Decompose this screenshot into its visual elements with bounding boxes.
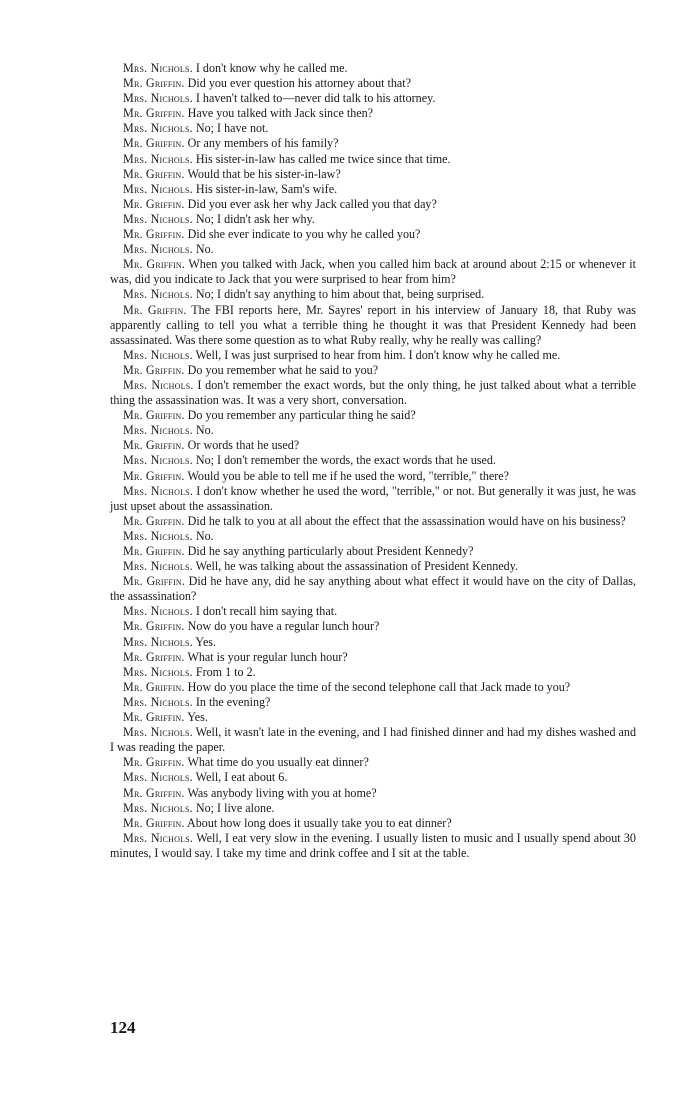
transcript-paragraph xyxy=(110,91,636,106)
speaker-label: Mrs. Nichols. xyxy=(123,347,193,362)
speaker-label: Mrs. Nichols. xyxy=(123,121,193,136)
speech-text: What is your regular lunch hour? xyxy=(187,649,348,664)
transcript-paragraph xyxy=(110,257,636,287)
speaker-label: Mr. Griffin. xyxy=(123,513,185,528)
transcript-paragraph xyxy=(110,167,636,182)
speaker-label: Mr. Griffin. xyxy=(123,106,185,121)
transcript-paragraph xyxy=(110,725,636,755)
speaker-label: Mr. Griffin. xyxy=(123,166,185,181)
speaker-label: Mr. Griffin. xyxy=(123,679,185,694)
speaker-label: Mrs. Nichols. xyxy=(123,91,193,106)
speaker-label: Mr. Griffin. xyxy=(123,574,186,589)
speaker-label: Mr. Griffin. xyxy=(123,785,185,800)
transcript-paragraph xyxy=(110,529,636,544)
speaker-label: Mrs. Nichols. xyxy=(123,181,193,196)
speech-text: No. xyxy=(195,242,214,257)
transcript-paragraph xyxy=(110,378,636,408)
speech-text: No; I live alone. xyxy=(195,800,275,815)
transcript-paragraph xyxy=(110,710,636,725)
speaker-label: Mr. Griffin. xyxy=(123,649,185,664)
transcript-paragraph xyxy=(110,61,636,76)
transcript-paragraph xyxy=(110,786,636,801)
speaker-label: Mrs. Nichols. xyxy=(123,423,193,438)
speech-text: No; I didn't say anything to him about that, being surprised. xyxy=(195,287,485,302)
speaker-label: Mrs. Nichols. xyxy=(123,725,193,740)
speaker-label: Mr. Griffin. xyxy=(123,302,187,317)
speaker-label: Mr. Griffin. xyxy=(123,136,185,151)
speaker-label: Mr. Griffin. xyxy=(123,227,185,242)
speech-text: His sister-in-law has called me twice since that time. xyxy=(195,151,451,166)
speech-text: Did he have any, did he say anything about what effect it would have on the city of Dallas, the assassination? xyxy=(110,574,636,604)
speech-text: Well, it wasn't late in the evening, and I had finished dinner and had my dishes washed and I was reading the paper. xyxy=(110,725,636,755)
speech-text: No; I didn't ask her why. xyxy=(195,211,315,226)
transcript-paragraph xyxy=(110,816,636,831)
speaker-label: Mr. Griffin. xyxy=(123,196,185,211)
speaker-label: Mrs. Nichols. xyxy=(123,483,194,498)
transcript-paragraph xyxy=(110,604,636,619)
transcript-paragraph xyxy=(110,408,636,423)
speaker-label: Mrs. Nichols. xyxy=(123,377,194,392)
transcript-paragraph xyxy=(110,635,636,650)
speech-text: Did he say anything particularly about President Kennedy? xyxy=(187,544,474,558)
speech-text: In the evening? xyxy=(195,694,271,709)
transcript-paragraph xyxy=(110,121,636,136)
speech-text: Well, I was just surprised to hear from him. I don't know why he called me. xyxy=(195,347,561,362)
transcript-paragraph xyxy=(110,76,636,91)
speaker-label: Mr. Griffin. xyxy=(123,619,185,634)
speech-text: Now do you have a regular lunch hour? xyxy=(187,619,380,634)
speech-text: Well, I eat very slow in the evening. I usually listen to music and I usually spend about 30 minutes, I would say. I take my time and drink coffee and I sit at the table. xyxy=(110,830,636,860)
speaker-label: Mr. Griffin. xyxy=(123,257,186,272)
speech-text: How do you place the time of the second telephone call that Jack made to you? xyxy=(187,679,571,694)
transcript-paragraph xyxy=(110,287,636,302)
speech-text: Well, he was talking about the assassination of President Kennedy. xyxy=(195,559,519,574)
speech-text: I don't know why he called me. xyxy=(195,61,348,75)
speech-text: Did he talk to you at all about the effect that the assassination would have on his business? xyxy=(187,513,626,528)
transcript-paragraph xyxy=(110,469,636,484)
speech-text: About how long does it usually take you to eat dinner? xyxy=(187,815,452,830)
transcript-paragraph xyxy=(110,227,636,242)
speech-text: When you talked with Jack, when you called him back at around about 2:15 or whenever it was, did you indicate to Jack that you were surprised to hear from him? xyxy=(110,257,636,287)
transcript-paragraph xyxy=(110,423,636,438)
transcript-body xyxy=(110,61,636,861)
speech-text: No. xyxy=(195,423,214,438)
speaker-label: Mrs. Nichols. xyxy=(123,830,194,845)
speaker-label: Mrs. Nichols. xyxy=(123,151,193,166)
speech-text: I haven't talked to—never did talk to his attorney. xyxy=(195,91,436,106)
transcript-paragraph xyxy=(110,182,636,197)
speaker-label: Mrs. Nichols. xyxy=(123,800,193,815)
transcript-paragraph xyxy=(110,574,636,604)
speaker-label: Mrs. Nichols. xyxy=(123,453,193,468)
speaker-label: Mr. Griffin. xyxy=(123,438,185,453)
speaker-label: Mrs. Nichols. xyxy=(123,211,193,226)
transcript-paragraph xyxy=(110,831,636,861)
transcript-paragraph xyxy=(110,619,636,634)
transcript-paragraph xyxy=(110,514,636,529)
transcript-paragraph xyxy=(110,242,636,257)
transcript-paragraph xyxy=(110,544,636,559)
speech-text: What time do you usually eat dinner? xyxy=(187,755,369,770)
transcript-paragraph xyxy=(110,438,636,453)
speech-text: I don't know whether he used the word, "terrible," or not. But generally it was just, he was just upset about the assassination. xyxy=(110,483,636,513)
speaker-label: Mr. Griffin. xyxy=(123,815,185,830)
speaker-label: Mr. Griffin. xyxy=(123,468,185,483)
speaker-label: Mr. Griffin. xyxy=(123,362,185,377)
page-number: 124 xyxy=(110,1018,136,1037)
speech-text: Did you ever question his attorney about that? xyxy=(187,76,412,91)
transcript-paragraph xyxy=(110,484,636,514)
speaker-label: Mrs. Nichols. xyxy=(123,559,193,574)
transcript-paragraph xyxy=(110,363,636,378)
transcript-paragraph xyxy=(110,303,636,348)
speech-text: No; I have not. xyxy=(195,121,269,136)
speaker-label: Mrs. Nichols. xyxy=(123,528,193,543)
speech-text: No. xyxy=(195,528,214,543)
transcript-paragraph xyxy=(110,559,636,574)
speaker-label: Mrs. Nichols. xyxy=(123,770,193,785)
speaker-label: Mrs. Nichols. xyxy=(123,634,193,649)
speaker-label: Mrs. Nichols. xyxy=(123,604,193,619)
transcript-paragraph xyxy=(110,770,636,785)
speaker-label: Mrs. Nichols. xyxy=(123,287,193,302)
speech-text: Did you ever ask her why Jack called you that day? xyxy=(187,196,437,211)
speech-text: Well, I eat about 6. xyxy=(195,770,288,785)
speaker-label: Mrs. Nichols. xyxy=(123,61,193,75)
speaker-label: Mr. Griffin. xyxy=(123,755,185,770)
speaker-label: Mrs. Nichols. xyxy=(123,664,193,679)
speech-text: Did she ever indicate to you why he called you? xyxy=(187,227,421,242)
speech-text: Have you talked with Jack since then? xyxy=(187,106,374,121)
speech-text: No; I don't remember the words, the exact words that he used. xyxy=(195,453,496,468)
transcript-paragraph xyxy=(110,695,636,710)
transcript-paragraph xyxy=(110,152,636,167)
speech-text: I don't remember the exact words, but the only thing, he just talked about what a terrible thing the assassination was. It was a very short, conversation. xyxy=(110,377,637,408)
speech-text: Was anybody living with you at home? xyxy=(187,785,377,800)
transcript-paragraph xyxy=(110,680,636,695)
transcript-paragraph xyxy=(110,212,636,227)
speaker-label: Mr. Griffin. xyxy=(123,544,185,558)
speech-text: Or any members of his family? xyxy=(187,136,339,151)
transcript-paragraph xyxy=(110,197,636,212)
transcript-paragraph xyxy=(110,106,636,121)
speech-text: Or words that he used? xyxy=(187,438,300,453)
speech-text: I don't recall him saying that. xyxy=(195,604,338,619)
transcript-paragraph xyxy=(110,650,636,665)
transcript-paragraph xyxy=(110,665,636,680)
transcript-paragraph xyxy=(110,453,636,468)
speaker-label: Mrs. Nichols. xyxy=(123,242,193,257)
transcript-paragraph xyxy=(110,136,636,151)
speaker-label: Mr. Griffin. xyxy=(123,408,185,423)
transcript-paragraph xyxy=(110,348,636,363)
speaker-label: Mr. Griffin. xyxy=(123,710,185,725)
transcript-paragraph xyxy=(110,801,636,816)
speaker-label: Mr. Griffin. xyxy=(123,76,185,91)
speech-text: Would you be able to tell me if he used the word, "terrible," there? xyxy=(187,468,510,483)
speech-text: Yes. xyxy=(195,634,217,649)
speaker-label: Mrs. Nichols. xyxy=(123,694,193,709)
speech-text: Do you remember what he said to you? xyxy=(187,362,379,377)
speech-text: Would that be his sister-in-law? xyxy=(187,166,341,181)
transcript-paragraph xyxy=(110,755,636,770)
speech-text: Do you remember any particular thing he said? xyxy=(187,408,416,423)
speech-text: From 1 to 2. xyxy=(195,664,256,679)
speech-text: The FBI reports here, Mr. Sayres' report in his interview of January 18, that Ruby was apparently calling to tell you what a terrible thing he thought it was that President Kennedy had been assassinated. Was there some question as to what Ruby really, why he really was calling? xyxy=(110,302,637,347)
speech-text: His sister-in-law, Sam's wife. xyxy=(195,181,338,196)
speech-text: Yes. xyxy=(187,710,208,725)
